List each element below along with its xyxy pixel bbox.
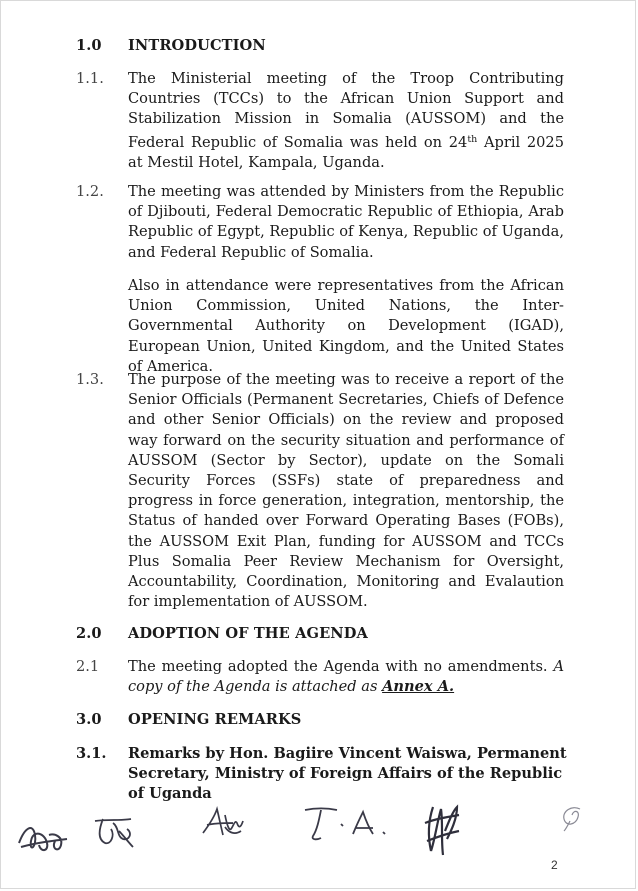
paragraph-1-1 [128, 69, 564, 173]
paragraph-number: 1.3. [76, 371, 104, 388]
paragraph-text: The meeting adopted the Agenda with no amendments. [128, 658, 554, 675]
paragraph-number: 2.1 [76, 658, 100, 675]
section-number: 1.0 [76, 37, 102, 54]
superscript: th [467, 133, 478, 145]
paragraph-number: 3.1. [76, 745, 107, 762]
signature-initials-5 [419, 801, 463, 859]
signature-initials-4 [301, 804, 396, 844]
signature-initials-3 [199, 805, 245, 845]
section-number: 2.0 [76, 625, 102, 642]
section-title: ADOPTION OF THE AGENDA [128, 625, 368, 642]
signature-initials-6 [556, 801, 588, 833]
section-title: INTRODUCTION [128, 37, 266, 54]
paragraph-italic-text: A copy of the Agenda is attached as [128, 658, 564, 696]
annex-reference: Annex A. [382, 678, 455, 696]
paragraph-1-2: The meeting was attended by Ministers from the Republic of Djibouti, Federal Democratic Republic of Ethiopia, Arab Republic of Egypt, Republic of Kenya, Republic of Uganda, and Federal Republic of Somalia. [128, 183, 564, 261]
section-title: OPENING REMARKS [128, 711, 302, 728]
section-heading-adoption [76, 625, 368, 642]
section-heading-introduction [76, 37, 266, 54]
section-heading-opening-remarks [76, 711, 301, 728]
paragraph-number: 1.2. [76, 183, 104, 200]
paragraph-1-3: The purpose of the meeting was to receive a report of the Senior Officials (Permanent Secretaries, Chiefs of Defence and other Senior Officials) on the review and proposed way forward on the security situation and performance of AUSSOM (Sector by Sector), update on the Somali Security Forces (SSFs) state of preparedness and progress in force generation, integration, mentorship, the Status of handed over Forward Operating Bases (FOBs), the AUSSOM Exit Plan, funding for AUSSOM and TCCs Plus Somalia Peer Review Mechanism for Oversight, Accountability, Coordination, Monitoring and Evalaution for implementation of AUSSOM. [128, 371, 564, 611]
paragraph-2-1 [128, 657, 564, 697]
paragraph-number: 1.1. [76, 70, 104, 87]
page-number: 2 [551, 858, 558, 872]
signature-initials-2 [89, 813, 137, 853]
paragraph-3-1: Remarks by Hon. Bagiire Vincent Waiswa, Permanent Secretary, Ministry of Foreign Affairs of the Republic of Uganda [128, 745, 567, 803]
paragraph-1-2-continued: Also in attendance were representatives from the African Union Commission, United Nations, the Inter-Governmental Authority on Development (IGAD), European Union, United Kingdom, and the United States of America. [128, 277, 564, 375]
section-number: 3.0 [76, 711, 102, 728]
signature-initials-1 [11, 813, 71, 863]
paragraph-text: The Ministerial meeting of the Troop Contributing Countries (TCCs) to the African Union Support and Stabilization Mission in Somalia (AUSSOM) and the Federal Republic of Somalia was held on 24 [128, 70, 564, 151]
paragraph-text: April 2025 at Mestil Hotel, Kampala, Uganda. [128, 133, 564, 171]
